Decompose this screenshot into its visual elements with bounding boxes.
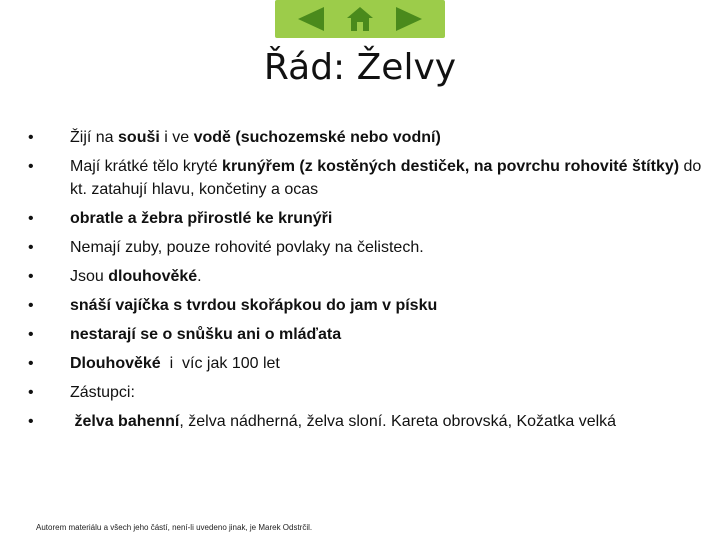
bullet-text: Mají krátké tělo kryté (70, 158, 223, 175)
bullet-text: snáší vajíčka s tvrdou skořápkou do jam v písku (70, 297, 438, 314)
home-button[interactable] (340, 2, 380, 36)
triangle-right-icon (394, 5, 424, 33)
bullet-text: dlouhověké (108, 268, 198, 285)
bullet-text: i víc jak 100 let (160, 355, 280, 372)
bullet-text: do kt. zatahují hlavu, končetiny a ocas (70, 158, 706, 198)
bullet-text: Žijí na (70, 129, 119, 146)
bullet-dot-icon: • (28, 297, 34, 314)
bullet-text: , želva nádherná, želva sloní. Kareta obrovská, Kožatka velká (179, 413, 617, 430)
next-button[interactable] (389, 2, 429, 36)
bullet-item (28, 236, 708, 259)
prev-button[interactable] (291, 2, 331, 36)
bullet-item (28, 207, 708, 230)
bullet-item (28, 323, 708, 346)
bullet-item (28, 410, 708, 433)
bullet-text: souši (118, 129, 160, 146)
bullet-text: . (197, 268, 202, 285)
navigation-bar (275, 0, 445, 38)
bullet-text: nestarají se o snůšku ani o mláďata (70, 326, 342, 343)
bullet-text: Jsou (70, 268, 109, 285)
bullet-dot-icon: • (28, 268, 34, 285)
bullet-item (28, 265, 708, 288)
bullet-item (28, 381, 708, 404)
bullet-item (28, 155, 708, 201)
bullet-text: i ve (159, 129, 194, 146)
bullet-dot-icon: • (28, 210, 34, 227)
bullet-dot-icon: • (28, 129, 34, 146)
bullet-text: Nemají zuby, pouze rohovité povlaky na čelistech. (70, 239, 424, 256)
bullet-item (28, 294, 708, 317)
bullet-text: obratle a žebra přirostlé ke krunýři (70, 210, 333, 227)
bullet-dot-icon: • (28, 326, 34, 343)
footer-credit: Autorem materiálu a všech jeho částí, není-li uvedeno jinak, je Marek Odstrčil. (36, 523, 313, 532)
page-title: Řád: Želvy (263, 47, 457, 88)
bullet-dot-icon: • (28, 355, 34, 372)
house-icon (345, 5, 375, 33)
triangle-left-icon (296, 5, 326, 33)
bullet-dot-icon: • (28, 384, 34, 401)
bullet-list (28, 126, 708, 439)
bullet-text: Zástupci: (70, 384, 135, 401)
bullet-text: želva bahenní (70, 413, 180, 430)
bullet-dot-icon: • (28, 413, 34, 430)
bullet-text: krunýřem (z kostěných destiček, na povrchu rohovité štítky) (222, 158, 680, 175)
bullet-item (28, 352, 708, 375)
bullet-dot-icon: • (28, 158, 34, 175)
bullet-text: vodě (suchozemské nebo vodní) (193, 129, 441, 146)
bullet-text: Dlouhověké (70, 355, 161, 372)
bullet-dot-icon: • (28, 239, 34, 256)
bullet-item (28, 126, 708, 149)
